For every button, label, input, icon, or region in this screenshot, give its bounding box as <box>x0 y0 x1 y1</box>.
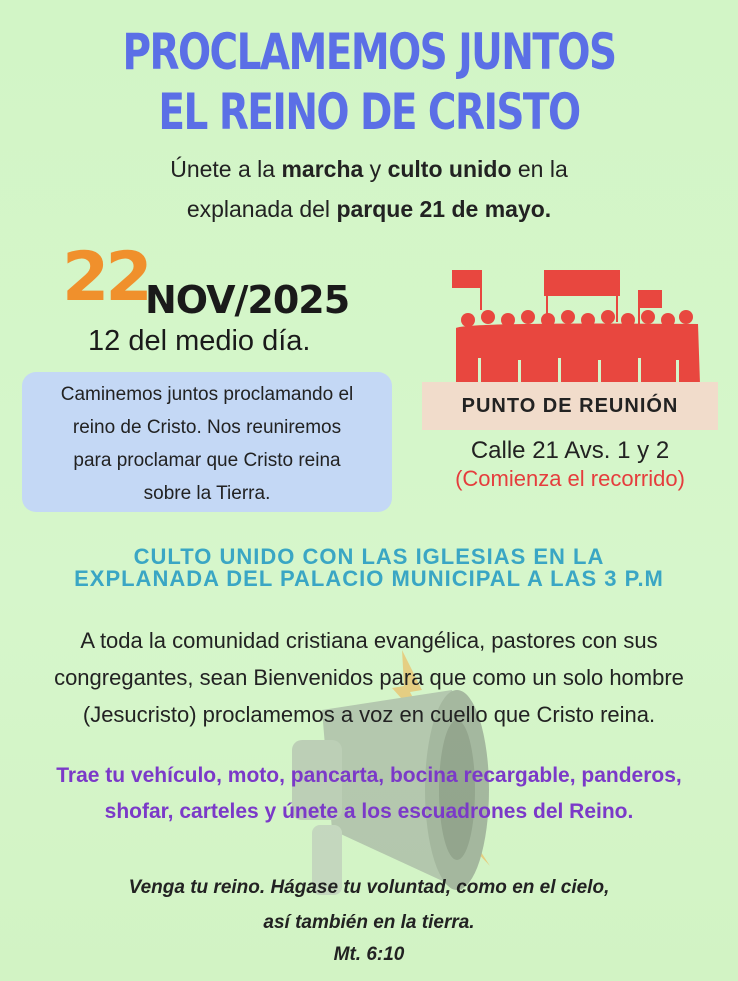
meeting-point-label: PUNTO DE REUNIÓN <box>461 395 679 417</box>
invitation-line-2: congregantes, sean Bienvenidos para que como un solo hombre <box>54 665 684 690</box>
event-day: 22 <box>62 238 149 317</box>
event-month-year: NOV/2025 <box>145 278 350 322</box>
description-line: Caminemos juntos proclamando el <box>60 384 354 405</box>
crowd-protest-icon <box>448 262 710 384</box>
description-line: sobre la Tierra. <box>143 483 271 504</box>
description-line: para proclamar que Cristo reina <box>73 450 341 471</box>
meeting-point-street: Calle 21 Avs. 1 y 2 <box>470 437 670 464</box>
invitation-line-1: A toda la comunidad cristiana evangélica, pastores con sus <box>80 628 658 653</box>
description-line: reino de Cristo. Nos reuniremos <box>72 417 342 438</box>
bring-line-1: Trae tu vehículo, moto, pancarta, bocina recargable, panderos, <box>56 764 682 787</box>
intro-line-2 <box>0 190 738 228</box>
invitation-line-3: (Jesucristo) proclamemos a voz en cuello que Cristo reina. <box>82 702 656 727</box>
title-line-2: EL REINO DE CRISTO <box>158 83 580 141</box>
culto-line-1: CULTO UNIDO CON LAS IGLESIAS EN LA <box>133 544 605 569</box>
description-text <box>22 378 392 510</box>
intro-text: explanada del <box>186 196 337 222</box>
intro-line-1 <box>0 150 738 188</box>
intro-text: en la <box>511 156 568 182</box>
meeting-point-note: (Comienza el recorrido) <box>455 466 685 491</box>
bring-line-2: shofar, carteles y únete a los escuadrones del Reino. <box>104 800 634 823</box>
verse-line-2: así también en la tierra. <box>263 912 475 933</box>
intro-bold-marcha: marcha <box>281 156 364 182</box>
intro-text: Únete a la <box>170 156 282 182</box>
verse-line-1: Venga tu reino. Hágase tu voluntad, como en el cielo, <box>128 877 610 898</box>
intro-bold-parque: parque 21 de mayo. <box>336 196 552 222</box>
verse-reference: Mt. 6:10 <box>333 944 405 965</box>
intro-text: y <box>363 156 388 182</box>
title-line-1: PROCLAMEMOS JUNTOS <box>122 23 616 81</box>
intro-bold-culto: culto unido <box>387 156 512 182</box>
culto-line-2: EXPLANADA DEL PALACIO MUNICIPAL A LAS 3 P.M <box>74 566 664 591</box>
event-time: 12 del medio día. <box>88 325 311 357</box>
